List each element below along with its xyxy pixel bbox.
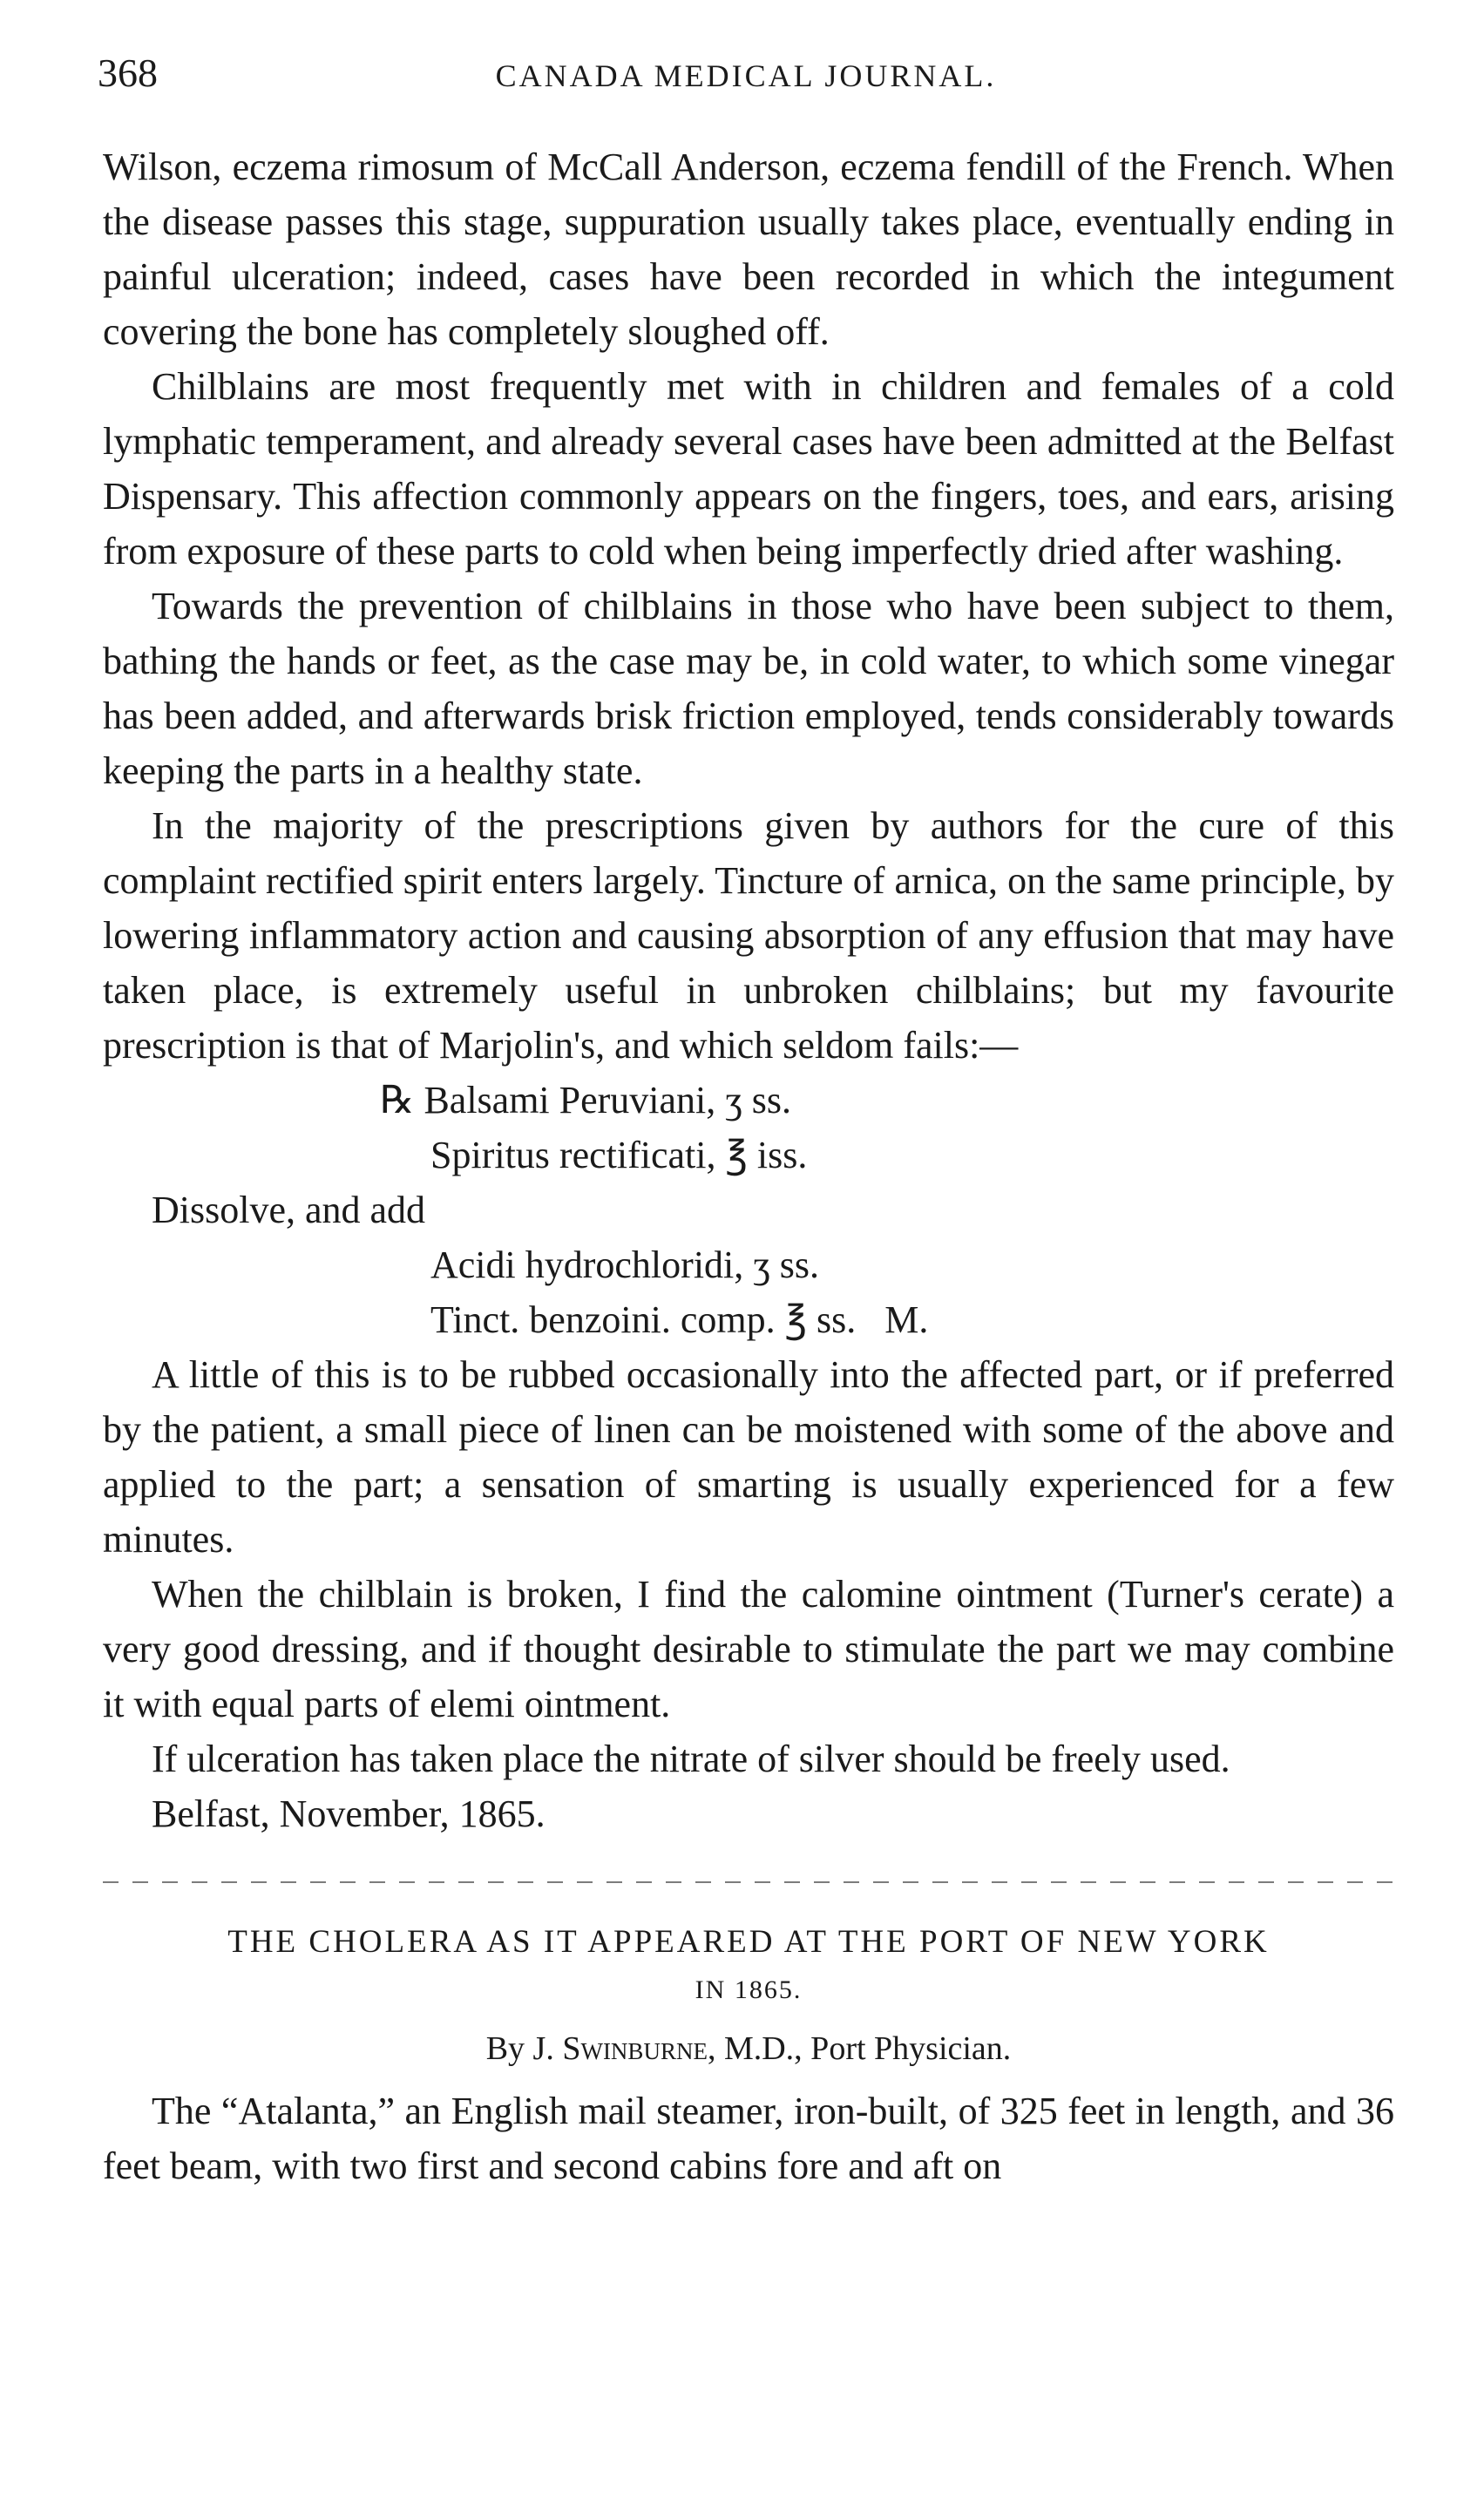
- prescription-instruction: Dissolve, and add: [152, 1189, 426, 1231]
- byline-author: Swinburne: [562, 2030, 708, 2067]
- running-head: CANADA MEDICAL JOURNAL.: [495, 58, 997, 93]
- prescription: [103, 1073, 1394, 1347]
- article-opening-paragraph: The “Atalanta,” an English mail steamer, iron-built, of 325 feet in length, and 36 feet beam, with two first and second cabins fore and aft on: [103, 2090, 1394, 2187]
- article-subtitle: IN 1865.: [695, 1975, 803, 2004]
- byline-suffix: , M.D., Port Physician.: [707, 2030, 1012, 2067]
- paragraph-prescriptions: In the majority of the prescriptions given by authors for the cure of this complaint rectified spirit enters largely. Tincture of arnica, on the same principle, by lowering inflammatory action and causing absorption of any effusion that may have taken place, is extremely useful in unbroken chilblains; but my favourite prescription is that of Marjolin's, and which seldom fails:—: [103, 804, 1394, 1067]
- page-body: [103, 139, 1394, 2193]
- paragraph-ulceration: If ulceration has taken place the nitrate of silver should be freely used.: [152, 1738, 1230, 1780]
- paragraph-prevention: Towards the prevention of chilblains in those who have been subject to them, bathing the hands or feet, as the case may be, in cold water, to which some vinegar has been added, and afterwards brisk friction employed, tends considerably towards keeping the parts in a healthy state.: [103, 585, 1394, 792]
- byline-prefix: By J.: [485, 2030, 563, 2067]
- signoff-place-date: Belfast, November, 1865.: [152, 1792, 545, 1835]
- paragraph-broken-chilblain: When the chilblain is broken, I find the calomine ointment (Turner's cerate) a very good dressing, and if thought desirable to stimulate the part we may combine it with equal parts of elemi ointment.: [103, 1573, 1394, 1725]
- prescription-line-spirit: Spiritus rectificati, ℥ iss.: [430, 1134, 808, 1176]
- article-title: THE CHOLERA AS IT APPEARED AT THE PORT OF NEW YORK: [227, 1924, 1270, 1960]
- article-byline: [103, 2014, 1394, 2084]
- prescription-line-balsam: ℞ Balsami Peruviani, ʒ ss.: [380, 1079, 792, 1121]
- prescription-line-tincture: Tinct. benzoini. comp. ℥ ss. M.: [430, 1298, 929, 1341]
- page-number: 368: [98, 51, 158, 95]
- page-header: [98, 45, 1394, 106]
- paragraph-eczema: Wilson, eczema rimosum of McCall Anderson, eczema fendill of the French. When the disease passes this stage, suppuration usually takes place, eventually ending in painful ulceration; indeed, cases have been recorded in which the integument covering the bone has completely sloughed off.: [103, 146, 1394, 353]
- section-divider: [103, 1881, 1394, 1883]
- paragraph-chilblains-incidence: Chilblains are most frequently met with in children and females of a cold lymphatic temperament, and already several cases have been admitted at the Belfast Dispensary. This affection commonly appears on the fingers, toes, and ears, arising from exposure of these parts to cold when being imperfectly dried after washing.: [103, 365, 1394, 573]
- paragraph-application: A little of this is to be rubbed occasionally into the affected part, or if preferred by the patient, a small piece of linen can be moistened with some of the above and applied to the part; a sensation of smarting is usually experienced for a few minutes.: [103, 1353, 1394, 1561]
- prescription-line-acid: Acidi hydrochloridi, ʒ ss.: [430, 1243, 820, 1286]
